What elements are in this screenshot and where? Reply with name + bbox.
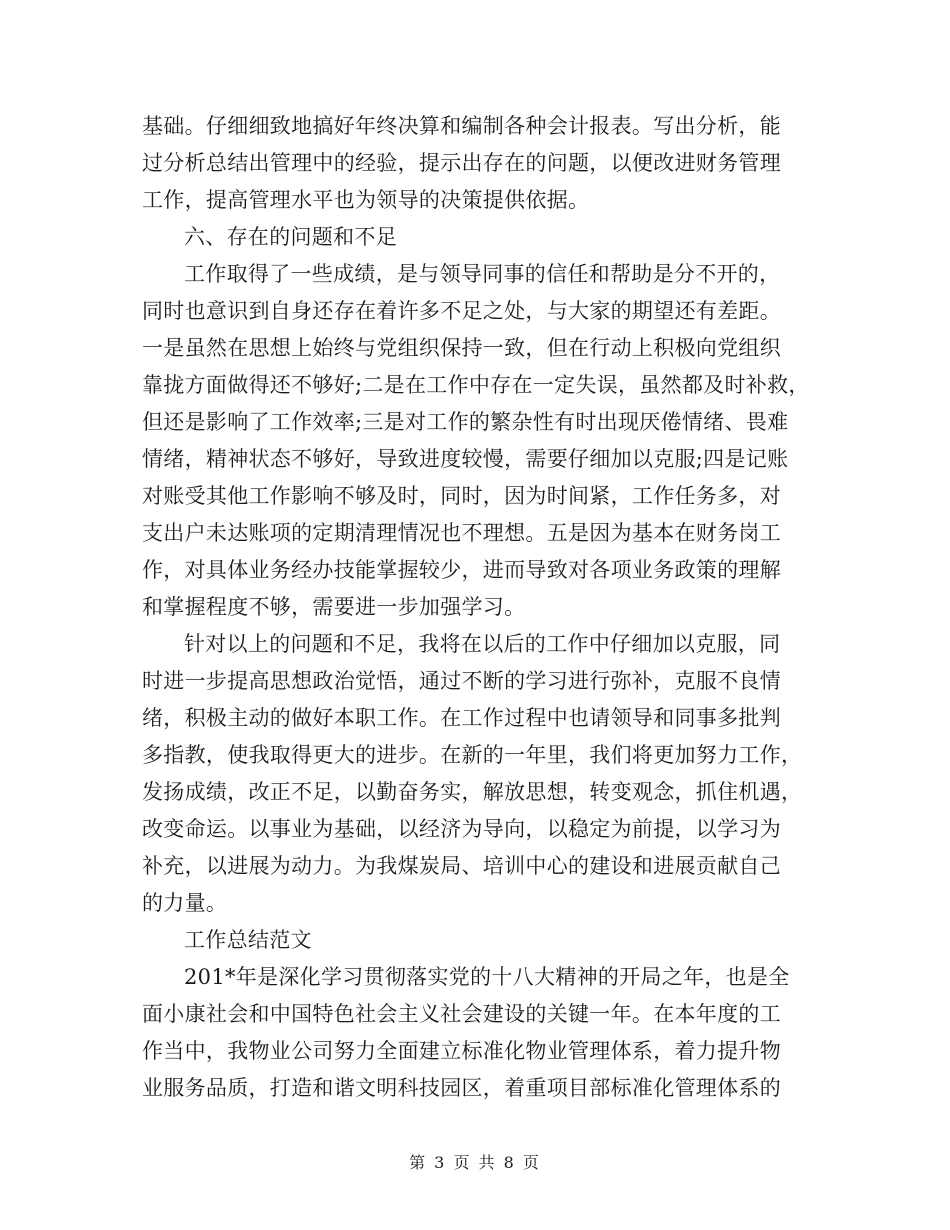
text-line: 工作，提高管理水平也为领导的决策提供依据。	[142, 188, 590, 212]
text-line: 201*年是深化学习贯彻落实党的十八大精神的开局之年，也是全	[184, 965, 790, 989]
text-line: 支出户未达账项的定期清理情况也不理想。五是因为基本在财务岗工	[142, 521, 781, 545]
text-line: 但还是影响了工作效率;三是对工作的繁杂性有时出现厌倦情绪、畏难	[142, 410, 789, 434]
text-line: 多指教，使我取得更大的进步。在新的一年里，我们将更加努力工作，	[142, 743, 803, 767]
section-heading: 六、存在的问题和不足	[184, 225, 397, 249]
section-heading: 工作总结范文	[184, 928, 312, 952]
text-line: 作，对具体业务经办技能掌握较少，进而导致对各项业务政策的理解	[142, 558, 781, 582]
text-line: 基础。仔细细致地搞好年终决算和编制各种会计报表。写出分析，能	[142, 114, 781, 138]
page-number-footer: 第 3 页 共 8 页	[409, 1153, 541, 1172]
document-body	[142, 108, 810, 1107]
text-line: 的力量。	[142, 891, 228, 915]
text-line: 发扬成绩，改正不足，以勤奋务实，解放思想，转变观念，抓住机遇，	[142, 780, 803, 804]
text-line: 过分析总结出管理中的经验，提示出存在的问题，以便改进财务管理	[142, 151, 781, 175]
text-line: 改变命运。以事业为基础，以经济为导向，以稳定为前提，以学习为	[142, 817, 781, 841]
text-line: 绪，积极主动的做好本职工作。在工作过程中也请领导和同事多批判	[142, 706, 781, 730]
text-line: 作当中，我物业公司努力全面建立标准化物业管理体系，着力提升物	[142, 1039, 781, 1063]
text-line: 针对以上的问题和不足，我将在以后的工作中仔细加以克服，同	[184, 632, 781, 656]
text-line: 面小康社会和中国特色社会主义社会建设的关键一年。在本年度的工	[142, 1002, 781, 1026]
text-line: 靠拢方面做得还不够好;二是在工作中存在一定失误，虽然都及时补救，	[142, 373, 810, 397]
text-line: 情绪，精神状态不够好，导致进度较慢，需要仔细加以克服;四是记账	[142, 447, 789, 471]
text-line: 补充，以进展为动力。为我煤炭局、培训中心的建设和进展贡献自己	[142, 854, 781, 878]
text-line: 和掌握程度不够，需要进一步加强学习。	[142, 595, 526, 619]
text-line: 时进一步提高思想政治觉悟，通过不断的学习进行弥补，克服不良情	[142, 669, 781, 693]
text-line: 一是虽然在思想上始终与党组织保持一致，但在行动上积极向党组织	[142, 336, 781, 360]
text-line: 同时也意识到自身还存在着许多不足之处，与大家的期望还有差距。	[142, 299, 781, 323]
text-line: 工作取得了一些成绩，是与领导同事的信任和帮助是分不开的，	[184, 262, 781, 286]
text-line: 业服务品质，打造和谐文明科技园区，着重项目部标准化管理体系的	[142, 1076, 781, 1100]
text-line: 对账受其他工作影响不够及时，同时，因为时间紧，工作任务多，对	[142, 484, 781, 508]
